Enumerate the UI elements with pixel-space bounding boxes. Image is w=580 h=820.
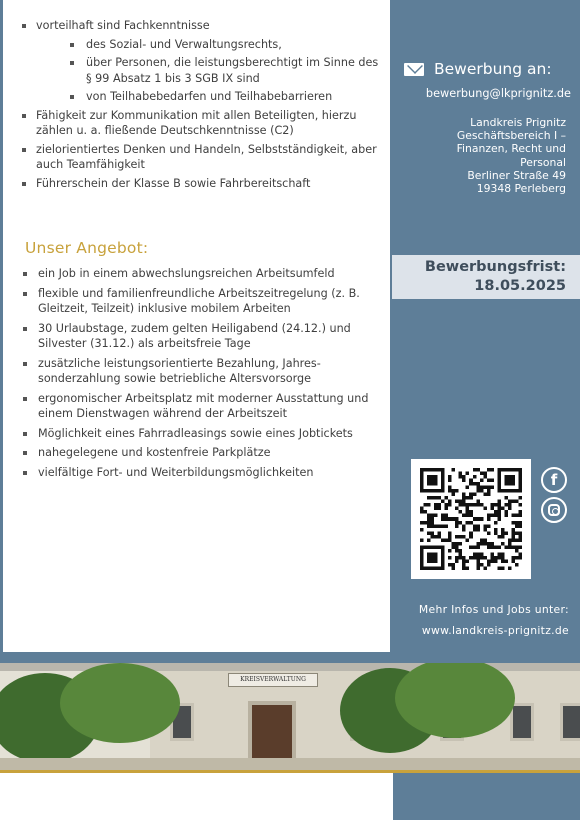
- offer-item: flexible und familienfreundliche Arbeitszeitregelung (z. B. Gleitzeit, Teilzeit) inklusive mobilem Arbeiten: [20, 286, 388, 317]
- building-photo: [0, 663, 580, 770]
- requirement-item: Fähigkeit zur Kommunikation mit allen Beteiligten, hierzu zählen u. a. fließende Deutschkenntnisse (C2): [20, 108, 385, 139]
- window: [510, 703, 534, 741]
- offer-item: ein Job in einem abwechslungsreichen Arbeitsumfeld: [20, 266, 388, 282]
- postal-address: [396, 116, 566, 195]
- envelope-icon: [404, 63, 424, 76]
- application-heading: [404, 60, 574, 78]
- offer-list: [20, 266, 388, 484]
- deadline-box: [392, 255, 580, 299]
- requirement-item: zielorientiertes Denken und Handeln, Selbstständigkeit, aber auch Teamfähigkeit: [20, 142, 385, 173]
- ground: [0, 758, 580, 770]
- application-email-link[interactable]: bewerbung@lkprignitz.de: [425, 87, 571, 100]
- deadline-date: 18.05.2025: [474, 278, 566, 294]
- bottom-blue-band: [393, 773, 580, 820]
- requirement-subitem: über Personen, die leistungsberechtigt im Sinne des § 99 Absatz 1 bis 3 SGB IX sind: [36, 55, 385, 86]
- instagram-icon[interactable]: [541, 497, 567, 523]
- address-line: Berliner Straße 49: [467, 168, 566, 182]
- offer-item: vielfältige Fort- und Weiterbildungsmöglichkeiten: [20, 465, 388, 481]
- requirements-list: [20, 18, 385, 194]
- qr-code[interactable]: [411, 459, 531, 579]
- requirement-subitem: von Teilhabebedarfen und Teilhabebarrieren: [36, 89, 385, 105]
- bottom-white-band: [0, 773, 393, 820]
- offer-item: ergonomischer Arbeitsplatz mit moderner Ausstattung und einem Dienstwagen während der Arbeitszeit: [20, 391, 388, 422]
- application-heading-text: Bewerbung an:: [434, 60, 552, 78]
- requirement-item: Führerschein der Klasse B sowie Fahrbereitschaft: [20, 176, 385, 192]
- social-links: [541, 467, 568, 527]
- requirement-item: [20, 18, 385, 105]
- deadline-label: Bewerbungsfrist:: [424, 259, 566, 275]
- website-link[interactable]: www.landkreis-prignitz.de: [421, 624, 569, 637]
- requirement-subitem: des Sozial- und Verwaltungsrechts,: [36, 37, 385, 53]
- offer-item: 30 Urlaubstage, zudem gelten Heiligabend (24.12.) und Silvester (31.12.) als arbeitsfreie Tage: [20, 321, 388, 352]
- address-line: Finanzen, Recht und: [456, 142, 566, 156]
- address-line: Personal: [520, 155, 566, 169]
- window: [560, 703, 580, 741]
- qr-code-graphic: [420, 468, 522, 570]
- facebook-icon[interactable]: f: [541, 467, 567, 493]
- address-line: Geschäftsbereich I –: [456, 129, 566, 143]
- offer-item: zusätzliche leistungsorientierte Bezahlung, Jahres-sonderzahlung sowie betriebliche Altersvorsorge: [20, 356, 388, 387]
- offer-heading: Unser Angebot:: [25, 239, 149, 257]
- more-info-text: Mehr Infos und Jobs unter:: [418, 603, 569, 616]
- requirement-sublist: [36, 37, 385, 105]
- building-sign: KREISVERWALTUNG: [228, 673, 318, 687]
- offer-item: Möglichkeit eines Fahrradleasings sowie eines Jobtickets: [20, 426, 388, 442]
- offer-item: nahegelegene und kostenfreie Parkplätze: [20, 445, 388, 461]
- requirement-text: vorteilhaft sind Fachkenntnisse: [36, 19, 210, 32]
- tree: [60, 663, 180, 743]
- address-line: Landkreis Prignitz: [470, 116, 566, 129]
- address-line: 19348 Perleberg: [476, 182, 566, 196]
